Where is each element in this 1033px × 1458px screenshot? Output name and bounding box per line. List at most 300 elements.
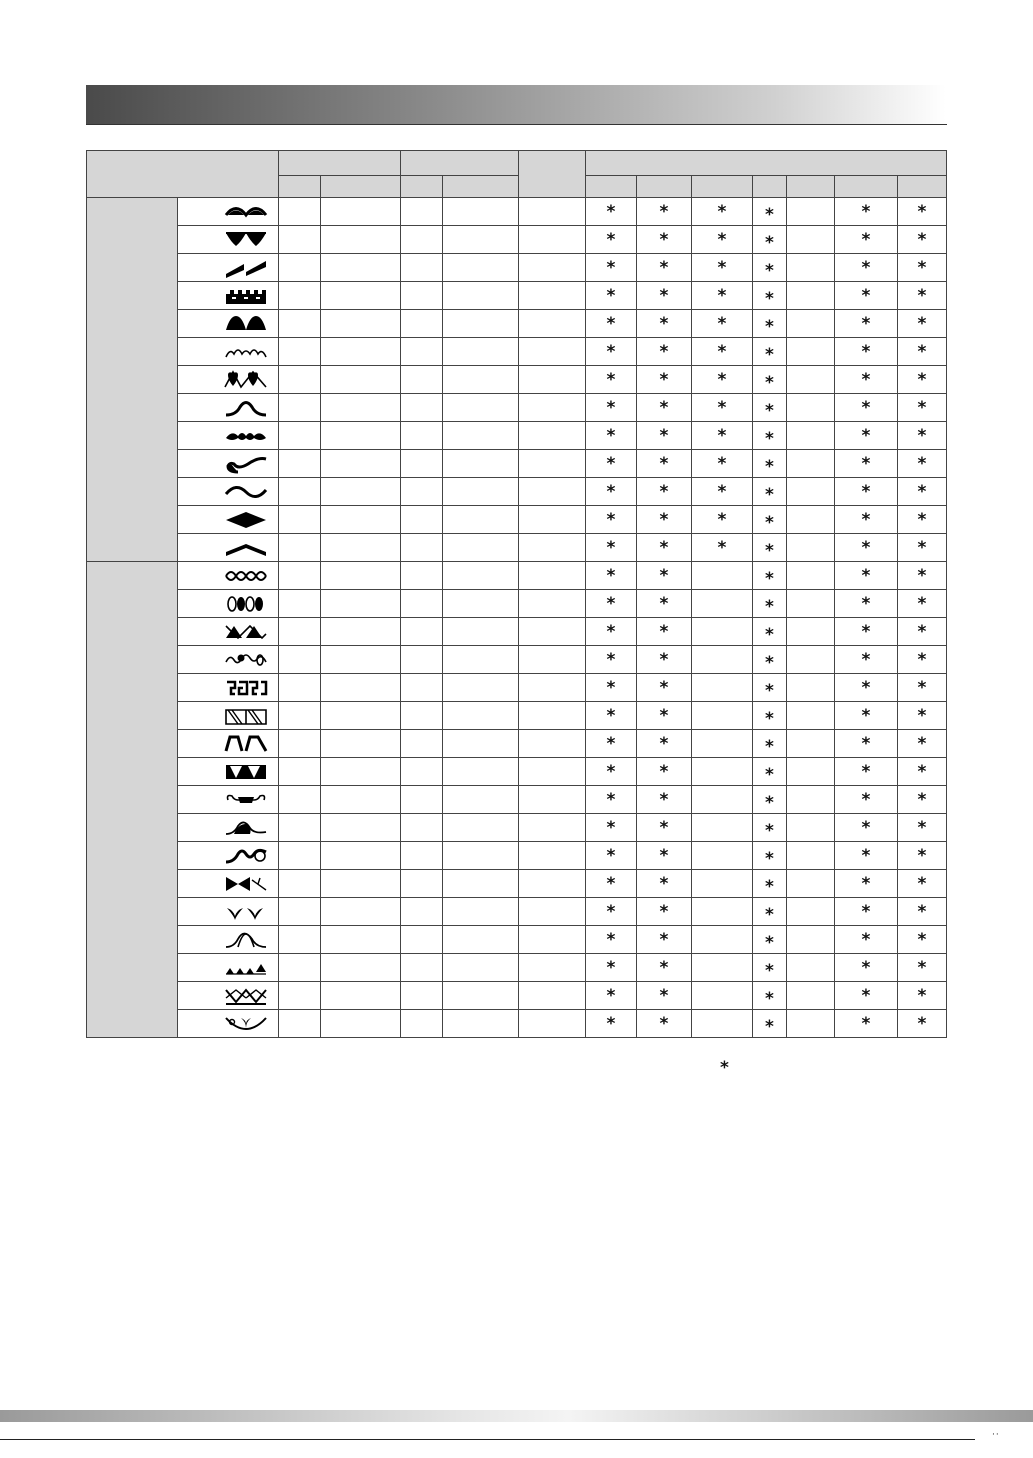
- compat-cell: [637, 982, 692, 1010]
- star-mark: *: [659, 705, 669, 726]
- table-row: [87, 338, 947, 366]
- star-mark: *: [659, 397, 669, 418]
- star-mark: *: [765, 764, 774, 785]
- compat-cell: [898, 226, 947, 254]
- star-mark: *: [765, 260, 774, 281]
- star-mark: *: [659, 957, 669, 978]
- empty-cell: [443, 758, 519, 786]
- compat-cell: [586, 590, 637, 618]
- star-mark: *: [861, 257, 871, 278]
- empty-cell: [401, 898, 443, 926]
- empty-cell: [321, 310, 401, 338]
- compat-cell: [692, 254, 753, 282]
- table-row: [87, 422, 947, 450]
- star-mark: *: [861, 1013, 871, 1034]
- compat-cell: [835, 982, 898, 1010]
- star-mark: *: [606, 873, 616, 894]
- compat-cell: [692, 198, 753, 226]
- compat-cell: [637, 450, 692, 478]
- table-row: [87, 254, 947, 282]
- compat-cell: [835, 422, 898, 450]
- empty-cell: [401, 842, 443, 870]
- star-mark: *: [606, 509, 616, 530]
- empty-cell: [443, 366, 519, 394]
- star-mark: *: [861, 705, 871, 726]
- stitch-icon-cell: [178, 674, 279, 702]
- subheader-cell: [279, 176, 321, 198]
- stitch-icon-cell: [178, 926, 279, 954]
- star-mark: *: [606, 229, 616, 250]
- star-mark: *: [659, 733, 669, 754]
- empty-cell: [443, 730, 519, 758]
- bell-curve-icon: [222, 398, 270, 418]
- star-mark: *: [765, 568, 774, 589]
- star-mark: *: [606, 957, 616, 978]
- empty-cell: [443, 338, 519, 366]
- compat-cell: [586, 702, 637, 730]
- empty-cell: [443, 842, 519, 870]
- compat-cell: [753, 338, 787, 366]
- compat-cell: [692, 450, 753, 478]
- compat-cell: [898, 282, 947, 310]
- arch-loop-icon: [222, 930, 270, 950]
- compat-cell: [692, 842, 753, 870]
- star-mark: *: [659, 229, 669, 250]
- star-mark: *: [861, 425, 871, 446]
- subheader-cell: [692, 176, 753, 198]
- compat-cell: [637, 730, 692, 758]
- empty-cell: [519, 814, 586, 842]
- empty-cell: [401, 730, 443, 758]
- empty-cell: [321, 842, 401, 870]
- empty-cell: [401, 786, 443, 814]
- empty-cell: [279, 366, 321, 394]
- compat-cell: [586, 478, 637, 506]
- star-mark: *: [861, 985, 871, 1006]
- empty-cell: [321, 366, 401, 394]
- scallop-arch-icon: [222, 202, 270, 222]
- star-mark: *: [917, 621, 927, 642]
- star-mark: *: [917, 425, 927, 446]
- stitch-icon-cell: [178, 618, 279, 646]
- empty-cell: [401, 926, 443, 954]
- empty-cell: [321, 954, 401, 982]
- table-row: [87, 394, 947, 422]
- star-mark: *: [917, 201, 927, 222]
- star-mark: *: [717, 537, 727, 558]
- empty-cell: [443, 674, 519, 702]
- empty-cell: [279, 982, 321, 1010]
- star-mark: *: [917, 649, 927, 670]
- empty-cell: [279, 310, 321, 338]
- compat-cell: [586, 450, 637, 478]
- subheader-cell: [637, 176, 692, 198]
- empty-cell: [321, 422, 401, 450]
- compat-cell: [787, 730, 835, 758]
- table-row: [87, 450, 947, 478]
- compat-cell: [753, 926, 787, 954]
- compat-cell: [787, 562, 835, 590]
- empty-cell: [279, 926, 321, 954]
- compat-cell: [835, 702, 898, 730]
- compat-cell: [692, 730, 753, 758]
- empty-cell: [401, 254, 443, 282]
- star-mark: *: [917, 565, 927, 586]
- compat-cell: [898, 1010, 947, 1038]
- compat-cell: [898, 786, 947, 814]
- empty-cell: [279, 870, 321, 898]
- stitch-icon-cell: [178, 534, 279, 562]
- compat-cell: [753, 198, 787, 226]
- empty-cell: [321, 226, 401, 254]
- compat-cell: [898, 506, 947, 534]
- star-mark: *: [765, 848, 774, 869]
- slanted-bar-icon: [222, 258, 270, 278]
- compat-cell: [787, 198, 835, 226]
- empty-cell: [279, 450, 321, 478]
- star-mark: *: [861, 733, 871, 754]
- compat-cell: [787, 618, 835, 646]
- star-mark: *: [606, 565, 616, 586]
- compat-cell: [586, 982, 637, 1010]
- empty-cell: [401, 814, 443, 842]
- compat-cell: [835, 394, 898, 422]
- star-mark: *: [659, 313, 669, 334]
- star-mark: *: [765, 204, 774, 225]
- compat-cell: [787, 1010, 835, 1038]
- compat-cell: [637, 814, 692, 842]
- diamond-icon: [222, 510, 270, 530]
- empty-cell: [321, 926, 401, 954]
- star-mark: *: [861, 341, 871, 362]
- star-mark: *: [765, 904, 774, 925]
- compat-cell: [898, 702, 947, 730]
- compat-cell: [898, 254, 947, 282]
- empty-cell: [519, 198, 586, 226]
- empty-cell: [519, 758, 586, 786]
- empty-cell: [519, 674, 586, 702]
- star-mark: *: [861, 565, 871, 586]
- compat-cell: [787, 506, 835, 534]
- compat-cell: [787, 982, 835, 1010]
- empty-cell: [443, 478, 519, 506]
- empty-cell: [443, 282, 519, 310]
- compat-cell: [835, 254, 898, 282]
- empty-cell: [519, 954, 586, 982]
- empty-cell: [401, 366, 443, 394]
- slash-box-icon: [222, 706, 270, 726]
- stitch-icon-cell: [178, 506, 279, 534]
- star-mark: *: [917, 369, 927, 390]
- table-row: [87, 282, 947, 310]
- drop-scallop-icon: [222, 230, 270, 250]
- compat-cell: [586, 422, 637, 450]
- compat-cell: [586, 506, 637, 534]
- empty-cell: [443, 646, 519, 674]
- compat-cell: [753, 674, 787, 702]
- table-row: [87, 506, 947, 534]
- compat-cell: [898, 898, 947, 926]
- stitch-icon-cell: [178, 814, 279, 842]
- compat-cell: [637, 338, 692, 366]
- compat-cell: [637, 366, 692, 394]
- star-mark: *: [659, 593, 669, 614]
- star-mark: *: [717, 425, 727, 446]
- compat-cell: [787, 786, 835, 814]
- compat-cell: [586, 646, 637, 674]
- compat-cell: [753, 506, 787, 534]
- empty-cell: [279, 422, 321, 450]
- table-row: [87, 198, 947, 226]
- compat-cell: [753, 954, 787, 982]
- compat-cell: [586, 674, 637, 702]
- star-mark: *: [606, 845, 616, 866]
- subheader-cell: [835, 176, 898, 198]
- compat-cell: [586, 282, 637, 310]
- star-mark: *: [917, 1013, 927, 1034]
- empty-cell: [443, 394, 519, 422]
- compat-cell: [898, 814, 947, 842]
- compat-cell: [898, 926, 947, 954]
- star-mark: *: [659, 845, 669, 866]
- empty-cell: [279, 534, 321, 562]
- pipe-swirl-icon: [222, 454, 270, 474]
- empty-cell: [401, 338, 443, 366]
- empty-cell: [519, 478, 586, 506]
- stitch-compatibility-table: [86, 150, 947, 1038]
- stitch-icon-cell: [178, 338, 279, 366]
- star-mark: *: [659, 481, 669, 502]
- star-mark: *: [917, 313, 927, 334]
- table-row: [87, 730, 947, 758]
- star-mark: *: [765, 988, 774, 1009]
- star-mark: *: [917, 677, 927, 698]
- star-mark: *: [606, 285, 616, 306]
- compat-cell: [586, 618, 637, 646]
- compat-cell: [898, 198, 947, 226]
- wave-icon: [222, 482, 270, 502]
- compat-cell: [692, 562, 753, 590]
- star-mark: *: [917, 537, 927, 558]
- compat-cell: [898, 366, 947, 394]
- compat-cell: [753, 282, 787, 310]
- title-underline: [86, 124, 947, 125]
- compat-cell: [835, 786, 898, 814]
- table-row: [87, 590, 947, 618]
- compat-cell: [637, 702, 692, 730]
- star-mark: *: [659, 509, 669, 530]
- compat-cell: [586, 730, 637, 758]
- empty-cell: [279, 506, 321, 534]
- star-mark: *: [917, 453, 927, 474]
- empty-cell: [321, 870, 401, 898]
- star-mark: *: [917, 481, 927, 502]
- empty-cell: [401, 870, 443, 898]
- star-mark: *: [659, 621, 669, 642]
- compat-cell: [898, 870, 947, 898]
- v-triangle-icon: [222, 762, 270, 782]
- star-mark: *: [606, 761, 616, 782]
- empty-cell: [519, 926, 586, 954]
- star-mark: *: [917, 705, 927, 726]
- star-mark: *: [765, 232, 774, 253]
- stitch-icon-cell: [178, 898, 279, 926]
- compat-cell: [898, 310, 947, 338]
- star-mark: *: [861, 873, 871, 894]
- empty-cell: [443, 254, 519, 282]
- star-mark: *: [606, 649, 616, 670]
- compat-cell: [692, 646, 753, 674]
- compat-cell: [586, 562, 637, 590]
- bowtie-flower-icon: [222, 874, 270, 894]
- subheader-cell: [321, 176, 401, 198]
- empty-cell: [519, 646, 586, 674]
- table-row: [87, 870, 947, 898]
- compat-cell: [835, 618, 898, 646]
- stitch-icon-cell: [178, 702, 279, 730]
- empty-cell: [321, 450, 401, 478]
- empty-cell: [443, 1010, 519, 1038]
- star-mark: *: [861, 621, 871, 642]
- star-mark: *: [659, 649, 669, 670]
- empty-cell: [401, 198, 443, 226]
- star-mark: *: [717, 509, 727, 530]
- empty-cell: [519, 590, 586, 618]
- empty-cell: [519, 282, 586, 310]
- compat-cell: [753, 730, 787, 758]
- empty-cell: [321, 506, 401, 534]
- empty-cell: [443, 954, 519, 982]
- star-mark: *: [861, 677, 871, 698]
- star-mark: *: [917, 789, 927, 810]
- compat-cell: [586, 842, 637, 870]
- stitch-icon-cell: [178, 786, 279, 814]
- table-row: [87, 842, 947, 870]
- empty-cell: [401, 282, 443, 310]
- star-mark: *: [659, 789, 669, 810]
- stitch-icon-cell: [178, 842, 279, 870]
- empty-cell: [279, 562, 321, 590]
- empty-cell: [321, 394, 401, 422]
- empty-cell: [401, 422, 443, 450]
- compat-cell: [898, 730, 947, 758]
- star-mark: *: [659, 257, 669, 278]
- floral-vine-icon: [222, 650, 270, 670]
- stitch-icon-cell: [178, 282, 279, 310]
- empty-cell: [519, 702, 586, 730]
- compat-cell: [692, 786, 753, 814]
- empty-cell: [519, 310, 586, 338]
- stitch-icon-cell: [178, 758, 279, 786]
- compat-cell: [835, 590, 898, 618]
- empty-cell: [519, 898, 586, 926]
- compat-cell: [753, 1010, 787, 1038]
- empty-cell: [321, 562, 401, 590]
- page-marks: ··: [992, 1430, 1000, 1440]
- tulip-pair-icon: [222, 902, 270, 922]
- empty-cell: [321, 646, 401, 674]
- compat-cell: [753, 786, 787, 814]
- star-mark: *: [917, 509, 927, 530]
- empty-cell: [401, 310, 443, 338]
- compat-cell: [835, 898, 898, 926]
- star-mark: *: [606, 789, 616, 810]
- table-row: [87, 702, 947, 730]
- star-mark: *: [606, 677, 616, 698]
- empty-cell: [519, 366, 586, 394]
- compat-cell: [637, 422, 692, 450]
- star-mark: *: [861, 537, 871, 558]
- star-mark: *: [606, 1013, 616, 1034]
- star-mark: *: [861, 761, 871, 782]
- empty-cell: [519, 394, 586, 422]
- star-mark: *: [717, 229, 727, 250]
- stitch-icon-cell: [178, 310, 279, 338]
- compat-cell: [692, 422, 753, 450]
- empty-cell: [321, 674, 401, 702]
- star-mark: *: [659, 369, 669, 390]
- star-mark: *: [765, 652, 774, 673]
- header-row-1: [87, 151, 947, 176]
- star-mark: *: [861, 229, 871, 250]
- filled-scallop-icon: [222, 314, 270, 334]
- compat-cell: [898, 394, 947, 422]
- empty-cell: [321, 282, 401, 310]
- compat-cell: [898, 674, 947, 702]
- stitch-icon-cell: [178, 954, 279, 982]
- compat-cell: [692, 394, 753, 422]
- header-cell-group-b: [401, 151, 519, 176]
- table-row: [87, 814, 947, 842]
- table-row: [87, 954, 947, 982]
- star-mark: *: [861, 789, 871, 810]
- compat-cell: [835, 926, 898, 954]
- star-mark: *: [717, 313, 727, 334]
- table-row: [87, 534, 947, 562]
- compat-cell: [835, 478, 898, 506]
- empty-cell: [321, 198, 401, 226]
- compat-cell: [835, 506, 898, 534]
- compat-cell: [586, 338, 637, 366]
- compat-cell: [787, 394, 835, 422]
- compat-cell: [637, 310, 692, 338]
- compat-cell: [637, 534, 692, 562]
- star-mark: *: [606, 985, 616, 1006]
- compat-cell: [637, 786, 692, 814]
- empty-cell: [279, 702, 321, 730]
- star-mark: *: [717, 453, 727, 474]
- empty-cell: [519, 506, 586, 534]
- compat-cell: [787, 226, 835, 254]
- stitch-icon-cell: [178, 478, 279, 506]
- star-mark: *: [606, 621, 616, 642]
- compat-cell: [586, 534, 637, 562]
- compat-cell: [898, 982, 947, 1010]
- star-mark: *: [659, 677, 669, 698]
- compat-cell: [898, 842, 947, 870]
- empty-cell: [401, 478, 443, 506]
- empty-cell: [401, 226, 443, 254]
- compat-cell: [637, 898, 692, 926]
- empty-cell: [279, 618, 321, 646]
- empty-cell: [321, 702, 401, 730]
- table-row: [87, 898, 947, 926]
- star-mark: *: [606, 733, 616, 754]
- empty-cell: [519, 422, 586, 450]
- compat-cell: [692, 982, 753, 1010]
- compat-cell: [753, 982, 787, 1010]
- star-mark: *: [917, 845, 927, 866]
